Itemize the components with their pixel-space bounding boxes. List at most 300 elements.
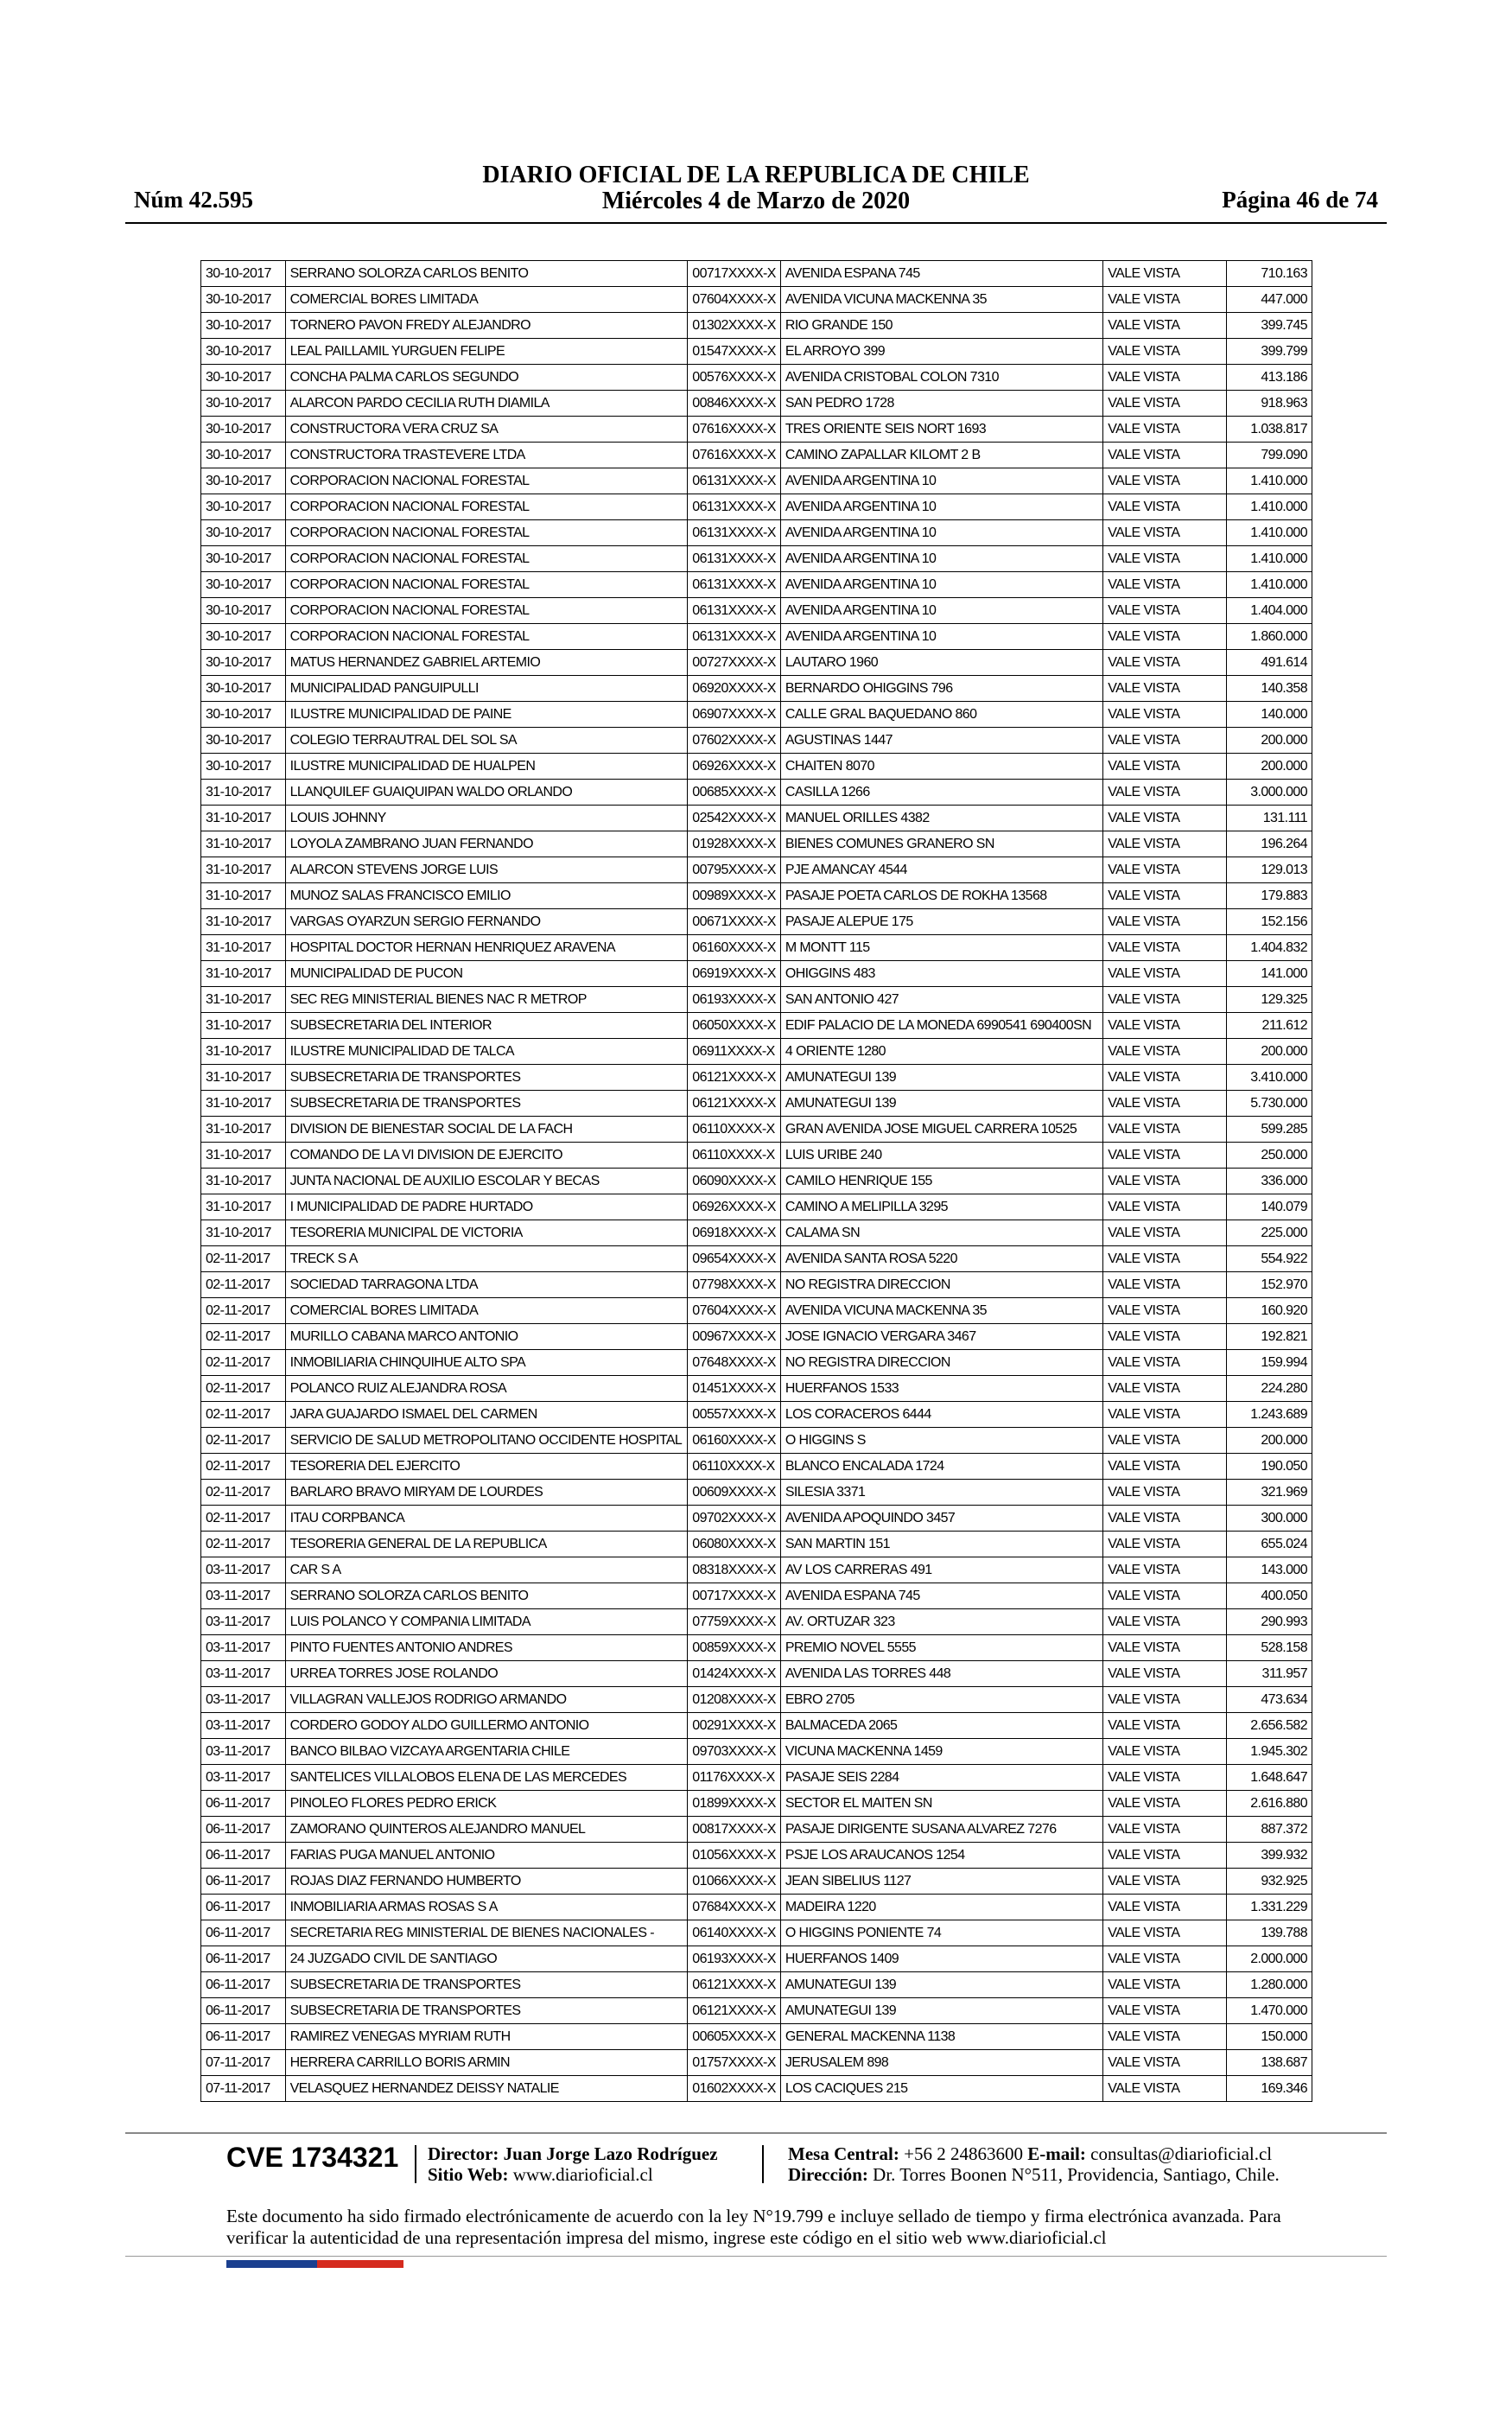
- name-cell: COMERCIAL BORES LIMITADA: [285, 287, 688, 313]
- date-cell: 03-11-2017: [201, 1687, 286, 1713]
- payment-type-cell: VALE VISTA: [1103, 1350, 1227, 1376]
- table-row: [201, 287, 1312, 313]
- payment-type-cell: VALE VISTA: [1103, 417, 1227, 443]
- rut-cell: 06110XXXX-X: [688, 1143, 781, 1169]
- rut-cell: 06121XXXX-X: [688, 1972, 781, 1998]
- name-cell: SERRANO SOLORZA CARLOS BENITO: [285, 1583, 688, 1609]
- address-cell: BALMACEDA 2065: [780, 1713, 1102, 1739]
- journal-title: DIARIO OFICIAL DE LA REPUBLICA DE CHILE: [482, 162, 1030, 188]
- address-cell: PREMIO NOVEL 5555: [780, 1635, 1102, 1661]
- name-cell: COMERCIAL BORES LIMITADA: [285, 1298, 688, 1324]
- address-cell: AVENIDA ESPANA 745: [780, 1583, 1102, 1609]
- date-cell: 30-10-2017: [201, 598, 286, 624]
- website-link[interactable]: www.diarioficial.cl: [512, 2164, 653, 2185]
- records-table-body: [201, 261, 1312, 2102]
- name-cell: MUNICIPALIDAD DE PUCON: [285, 961, 688, 987]
- payment-type-cell: VALE VISTA: [1103, 1713, 1227, 1739]
- table-row: [201, 780, 1312, 806]
- payment-type-cell: VALE VISTA: [1103, 624, 1227, 650]
- amount-cell: 169.346: [1226, 2076, 1312, 2102]
- amount-cell: 321.969: [1226, 1480, 1312, 1506]
- name-cell: ZAMORANO QUINTEROS ALEJANDRO MANUEL: [285, 1817, 688, 1843]
- address-cell: LAUTARO 1960: [780, 650, 1102, 676]
- name-cell: CORDERO GODOY ALDO GUILLERMO ANTONIO: [285, 1713, 688, 1739]
- date-cell: 31-10-2017: [201, 1143, 286, 1169]
- rut-cell: 06121XXXX-X: [688, 1998, 781, 2024]
- name-cell: SUBSECRETARIA DE TRANSPORTES: [285, 1065, 688, 1091]
- table-row: [201, 313, 1312, 339]
- rut-cell: 00859XXXX-X: [688, 1635, 781, 1661]
- payment-type-cell: VALE VISTA: [1103, 1661, 1227, 1687]
- amount-cell: 192.821: [1226, 1324, 1312, 1350]
- date-cell: 07-11-2017: [201, 2076, 286, 2102]
- name-cell: CONCHA PALMA CARLOS SEGUNDO: [285, 365, 688, 391]
- table-row: [201, 1635, 1312, 1661]
- date-cell: 02-11-2017: [201, 1428, 286, 1454]
- table-row: [201, 1843, 1312, 1869]
- date-cell: 06-11-2017: [201, 1972, 286, 1998]
- payment-type-cell: VALE VISTA: [1103, 1998, 1227, 2024]
- rut-cell: 00989XXXX-X: [688, 883, 781, 909]
- payment-type-cell: VALE VISTA: [1103, 1532, 1227, 1557]
- date-cell: 30-10-2017: [201, 650, 286, 676]
- payment-type-cell: VALE VISTA: [1103, 443, 1227, 468]
- rut-cell: 07616XXXX-X: [688, 417, 781, 443]
- rut-cell: 00291XXXX-X: [688, 1713, 781, 1739]
- date-cell: 30-10-2017: [201, 261, 286, 287]
- address-cell: AVENIDA VICUNA MACKENNA 35: [780, 1298, 1102, 1324]
- date-cell: 31-10-2017: [201, 780, 286, 806]
- address-cell: MADEIRA 1220: [780, 1895, 1102, 1920]
- address-cell: AMUNATEGUI 139: [780, 1998, 1102, 2024]
- amount-cell: 400.050: [1226, 1583, 1312, 1609]
- address-cell: AV LOS CARRERAS 491: [780, 1557, 1102, 1583]
- payment-type-cell: VALE VISTA: [1103, 1402, 1227, 1428]
- date-cell: 31-10-2017: [201, 831, 286, 857]
- email-label: E-mail:: [1027, 2143, 1086, 2164]
- date-cell: 02-11-2017: [201, 1324, 286, 1350]
- address-cell: SAN PEDRO 1728: [780, 391, 1102, 417]
- table-row: [201, 1765, 1312, 1791]
- name-cell: SUBSECRETARIA DEL INTERIOR: [285, 1013, 688, 1039]
- table-row: [201, 1013, 1312, 1039]
- table-row: [201, 1998, 1312, 2024]
- date-cell: 06-11-2017: [201, 1791, 286, 1817]
- amount-cell: 1.038.817: [1226, 417, 1312, 443]
- address-cell: EBRO 2705: [780, 1687, 1102, 1713]
- date-cell: 06-11-2017: [201, 2024, 286, 2050]
- table-row: [201, 1506, 1312, 1532]
- rut-cell: 06911XXXX-X: [688, 1039, 781, 1065]
- date-cell: 30-10-2017: [201, 468, 286, 494]
- amount-cell: 152.156: [1226, 909, 1312, 935]
- date-cell: 03-11-2017: [201, 1713, 286, 1739]
- rut-cell: 01547XXXX-X: [688, 339, 781, 365]
- payment-type-cell: VALE VISTA: [1103, 1039, 1227, 1065]
- records-table: [200, 260, 1312, 2102]
- table-row: [201, 1946, 1312, 1972]
- payment-type-cell: VALE VISTA: [1103, 468, 1227, 494]
- name-cell: DIVISION DE BIENESTAR SOCIAL DE LA FACH: [285, 1117, 688, 1143]
- payment-type-cell: VALE VISTA: [1103, 883, 1227, 909]
- table-row: [201, 1557, 1312, 1583]
- payment-type-cell: VALE VISTA: [1103, 909, 1227, 935]
- payment-type-cell: VALE VISTA: [1103, 1739, 1227, 1765]
- date-cell: 30-10-2017: [201, 520, 286, 546]
- payment-type-cell: VALE VISTA: [1103, 676, 1227, 702]
- date-cell: 31-10-2017: [201, 987, 286, 1013]
- rut-cell: 06080XXXX-X: [688, 1532, 781, 1557]
- amount-cell: 3.000.000: [1226, 780, 1312, 806]
- address-cell: PJE AMANCAY 4544: [780, 857, 1102, 883]
- address-cell: OHIGGINS 483: [780, 961, 1102, 987]
- address-cell: AVENIDA ARGENTINA 10: [780, 468, 1102, 494]
- table-row: [201, 1739, 1312, 1765]
- date-cell: 31-10-2017: [201, 857, 286, 883]
- date-cell: 30-10-2017: [201, 494, 286, 520]
- address-cell: PASAJE SEIS 2284: [780, 1765, 1102, 1791]
- address-cell: LOS CACIQUES 215: [780, 2076, 1102, 2102]
- date-cell: 31-10-2017: [201, 961, 286, 987]
- signature-note: Este documento ha sido firmado electrónicamente de acuerdo con la ley N°19.799 e incluye sellado de tiempo y firma electrónica avanzada. Para verificar la autenticidad de una representación impresa del mismo, ingrese este código en el sitio web www.diarioficial.cl: [226, 2206, 1281, 2248]
- date-cell: 31-10-2017: [201, 1117, 286, 1143]
- date-cell: 30-10-2017: [201, 417, 286, 443]
- date-cell: 30-10-2017: [201, 728, 286, 754]
- table-row: [201, 1272, 1312, 1298]
- table-row: [201, 676, 1312, 702]
- footer-separator-2: [762, 2145, 764, 2183]
- rut-cell: 01757XXXX-X: [688, 2050, 781, 2076]
- payment-type-cell: VALE VISTA: [1103, 1869, 1227, 1895]
- payment-type-cell: VALE VISTA: [1103, 1946, 1227, 1972]
- date-cell: 31-10-2017: [201, 883, 286, 909]
- director-label: Director:: [428, 2143, 499, 2164]
- address-cell: EDIF PALACIO DE LA MONEDA 6990541 690400SN: [780, 1013, 1102, 1039]
- name-cell: BANCO BILBAO VIZCAYA ARGENTARIA CHILE: [285, 1739, 688, 1765]
- address-cell: AVENIDA LAS TORRES 448: [780, 1661, 1102, 1687]
- table-row: [201, 598, 1312, 624]
- name-cell: SERRANO SOLORZA CARLOS BENITO: [285, 261, 688, 287]
- rut-cell: 01302XXXX-X: [688, 313, 781, 339]
- payment-type-cell: VALE VISTA: [1103, 1765, 1227, 1791]
- address-cell: TRES ORIENTE SEIS NORT 1693: [780, 417, 1102, 443]
- rut-cell: 06050XXXX-X: [688, 1013, 781, 1039]
- amount-cell: 1.648.647: [1226, 1765, 1312, 1791]
- payment-type-cell: VALE VISTA: [1103, 598, 1227, 624]
- amount-cell: 599.285: [1226, 1117, 1312, 1143]
- name-cell: BARLARO BRAVO MIRYAM DE LOURDES: [285, 1480, 688, 1506]
- payment-type-cell: VALE VISTA: [1103, 365, 1227, 391]
- table-row: [201, 1350, 1312, 1376]
- address-cell: O HIGGINS S: [780, 1428, 1102, 1454]
- name-cell: SECRETARIA REG MINISTERIAL DE BIENES NACIONALES -: [285, 1920, 688, 1946]
- date-cell: 03-11-2017: [201, 1557, 286, 1583]
- name-cell: CORPORACION NACIONAL FORESTAL: [285, 624, 688, 650]
- name-cell: ALARCON STEVENS JORGE LUIS: [285, 857, 688, 883]
- rut-cell: 06160XXXX-X: [688, 1428, 781, 1454]
- name-cell: SUBSECRETARIA DE TRANSPORTES: [285, 1972, 688, 1998]
- amount-cell: 799.090: [1226, 443, 1312, 468]
- payment-type-cell: VALE VISTA: [1103, 1480, 1227, 1506]
- amount-cell: 139.788: [1226, 1920, 1312, 1946]
- rut-cell: 01208XXXX-X: [688, 1687, 781, 1713]
- amount-cell: 179.883: [1226, 883, 1312, 909]
- address-cell: CAMILO HENRIQUE 155: [780, 1169, 1102, 1194]
- address-cell: MANUEL ORILLES 4382: [780, 806, 1102, 831]
- address-cell: CAMINO A MELIPILLA 3295: [780, 1194, 1102, 1220]
- address-cell: AGUSTINAS 1447: [780, 728, 1102, 754]
- payment-type-cell: VALE VISTA: [1103, 1194, 1227, 1220]
- name-cell: CONSTRUCTORA TRASTEVERE LTDA: [285, 443, 688, 468]
- address-cell: AVENIDA VICUNA MACKENNA 35: [780, 287, 1102, 313]
- name-cell: ALARCON PARDO CECILIA RUTH DIAMILA: [285, 391, 688, 417]
- payment-type-cell: VALE VISTA: [1103, 1687, 1227, 1713]
- date-cell: 02-11-2017: [201, 1402, 286, 1428]
- name-cell: CAR S A: [285, 1557, 688, 1583]
- name-cell: PINTO FUENTES ANTONIO ANDRES: [285, 1635, 688, 1661]
- date-cell: 02-11-2017: [201, 1298, 286, 1324]
- amount-cell: 1.404.832: [1226, 935, 1312, 961]
- name-cell: CORPORACION NACIONAL FORESTAL: [285, 520, 688, 546]
- date-cell: 06-11-2017: [201, 1998, 286, 2024]
- rut-cell: 00846XXXX-X: [688, 391, 781, 417]
- name-cell: COLEGIO TERRAUTRAL DEL SOL SA: [285, 728, 688, 754]
- amount-cell: 491.614: [1226, 650, 1312, 676]
- rut-cell: 06121XXXX-X: [688, 1091, 781, 1117]
- date-cell: 31-10-2017: [201, 1220, 286, 1246]
- address-cell: BERNARDO OHIGGINS 796: [780, 676, 1102, 702]
- rut-cell: 07684XXXX-X: [688, 1895, 781, 1920]
- address-cell: AVENIDA CRISTOBAL COLON 7310: [780, 365, 1102, 391]
- payment-type-cell: VALE VISTA: [1103, 1843, 1227, 1869]
- address-text: Dr. Torres Boonen N°511, Providencia, Santiago, Chile.: [873, 2164, 1280, 2185]
- payment-type-cell: VALE VISTA: [1103, 2050, 1227, 2076]
- name-cell: CORPORACION NACIONAL FORESTAL: [285, 494, 688, 520]
- date-cell: 30-10-2017: [201, 443, 286, 468]
- name-cell: SERVICIO DE SALUD METROPOLITANO OCCIDENTE HOSPITAL: [285, 1428, 688, 1454]
- table-row: [201, 261, 1312, 287]
- table-row: [201, 1376, 1312, 1402]
- date-cell: 06-11-2017: [201, 1869, 286, 1895]
- payment-type-cell: VALE VISTA: [1103, 313, 1227, 339]
- table-row: [201, 2024, 1312, 2050]
- footer-divider: [125, 2132, 1387, 2134]
- address-cell: AVENIDA ARGENTINA 10: [780, 520, 1102, 546]
- name-cell: PINOLEO FLORES PEDRO ERICK: [285, 1791, 688, 1817]
- table-row: [201, 1972, 1312, 1998]
- rut-cell: 00557XXXX-X: [688, 1402, 781, 1428]
- flag-stripe-blue: [226, 2260, 317, 2268]
- address-cell: LOS CORACEROS 6444: [780, 1402, 1102, 1428]
- email-link[interactable]: consultas@diarioficial.cl: [1090, 2143, 1273, 2164]
- amount-cell: 336.000: [1226, 1169, 1312, 1194]
- address-cell: JERUSALEM 898: [780, 2050, 1102, 2076]
- flag-stripe-red: [317, 2260, 403, 2268]
- payment-type-cell: VALE VISTA: [1103, 961, 1227, 987]
- date-cell: 06-11-2017: [201, 1946, 286, 1972]
- payment-type-cell: VALE VISTA: [1103, 1091, 1227, 1117]
- payment-type-cell: VALE VISTA: [1103, 572, 1227, 598]
- table-row: [201, 1220, 1312, 1246]
- name-cell: SUBSECRETARIA DE TRANSPORTES: [285, 1091, 688, 1117]
- rut-cell: 02542XXXX-X: [688, 806, 781, 831]
- table-row: [201, 339, 1312, 365]
- date-cell: 03-11-2017: [201, 1583, 286, 1609]
- name-cell: 24 JUZGADO CIVIL DE SANTIAGO: [285, 1946, 688, 1972]
- name-cell: ILUSTRE MUNICIPALIDAD DE PAINE: [285, 702, 688, 728]
- name-cell: LLANQUILEF GUAIQUIPAN WALDO ORLANDO: [285, 780, 688, 806]
- rut-cell: 07759XXXX-X: [688, 1609, 781, 1635]
- rut-cell: 00967XXXX-X: [688, 1324, 781, 1350]
- page-header: [125, 162, 1387, 223]
- table-row: [201, 1583, 1312, 1609]
- amount-cell: 141.000: [1226, 961, 1312, 987]
- payment-type-cell: VALE VISTA: [1103, 1428, 1227, 1454]
- payment-type-cell: VALE VISTA: [1103, 1791, 1227, 1817]
- address-cell: M MONTT 115: [780, 935, 1102, 961]
- table-row: [201, 572, 1312, 598]
- name-cell: ILUSTRE MUNICIPALIDAD DE HUALPEN: [285, 754, 688, 780]
- name-cell: LUIS POLANCO Y COMPANIA LIMITADA: [285, 1609, 688, 1635]
- payment-type-cell: VALE VISTA: [1103, 1609, 1227, 1635]
- amount-cell: 140.000: [1226, 702, 1312, 728]
- amount-cell: 1.243.689: [1226, 1402, 1312, 1428]
- name-cell: RAMIREZ VENEGAS MYRIAM RUTH: [285, 2024, 688, 2050]
- table-row: [201, 546, 1312, 572]
- date-cell: 31-10-2017: [201, 1091, 286, 1117]
- payment-type-cell: VALE VISTA: [1103, 1506, 1227, 1532]
- header-divider: [125, 222, 1387, 224]
- payment-type-cell: VALE VISTA: [1103, 728, 1227, 754]
- rut-cell: 01899XXXX-X: [688, 1791, 781, 1817]
- date-cell: 30-10-2017: [201, 624, 286, 650]
- payment-type-cell: VALE VISTA: [1103, 1557, 1227, 1583]
- date-cell: 31-10-2017: [201, 1065, 286, 1091]
- amount-cell: 1.410.000: [1226, 572, 1312, 598]
- address-cell: HUERFANOS 1409: [780, 1946, 1102, 1972]
- address-cell: AVENIDA ARGENTINA 10: [780, 598, 1102, 624]
- table-row: [201, 1791, 1312, 1817]
- rut-cell: 06121XXXX-X: [688, 1065, 781, 1091]
- table-row: [201, 624, 1312, 650]
- amount-cell: 1.410.000: [1226, 494, 1312, 520]
- address-cell: GRAN AVENIDA JOSE MIGUEL CARRERA 10525: [780, 1117, 1102, 1143]
- date-cell: 02-11-2017: [201, 1532, 286, 1557]
- date-cell: 03-11-2017: [201, 1765, 286, 1791]
- name-cell: HOSPITAL DOCTOR HERNAN HENRIQUEZ ARAVENA: [285, 935, 688, 961]
- name-cell: POLANCO RUIZ ALEJANDRA ROSA: [285, 1376, 688, 1402]
- date-cell: 07-11-2017: [201, 2050, 286, 2076]
- footer-contact-block: [788, 2143, 1280, 2185]
- table-row: [201, 1402, 1312, 1428]
- rut-cell: 06926XXXX-X: [688, 754, 781, 780]
- name-cell: COMANDO DE LA VI DIVISION DE EJERCITO: [285, 1143, 688, 1169]
- amount-cell: 250.000: [1226, 1143, 1312, 1169]
- rut-cell: 06919XXXX-X: [688, 961, 781, 987]
- name-cell: LOYOLA ZAMBRANO JUAN FERNANDO: [285, 831, 688, 857]
- rut-cell: 06131XXXX-X: [688, 598, 781, 624]
- date-cell: 31-10-2017: [201, 806, 286, 831]
- rut-cell: 00671XXXX-X: [688, 909, 781, 935]
- rut-cell: 06090XXXX-X: [688, 1169, 781, 1194]
- amount-cell: 200.000: [1226, 728, 1312, 754]
- rut-cell: 00817XXXX-X: [688, 1817, 781, 1843]
- rut-cell: 09654XXXX-X: [688, 1246, 781, 1272]
- name-cell: TRECK S A: [285, 1246, 688, 1272]
- payment-type-cell: VALE VISTA: [1103, 546, 1227, 572]
- address-cell: GENERAL MACKENNA 1138: [780, 2024, 1102, 2050]
- date-cell: 31-10-2017: [201, 1013, 286, 1039]
- amount-cell: 140.079: [1226, 1194, 1312, 1220]
- address-cell: PASAJE ALEPUE 175: [780, 909, 1102, 935]
- date-cell: 30-10-2017: [201, 754, 286, 780]
- name-cell: FARIAS PUGA MANUEL ANTONIO: [285, 1843, 688, 1869]
- amount-cell: 5.730.000: [1226, 1091, 1312, 1117]
- payment-type-cell: VALE VISTA: [1103, 1895, 1227, 1920]
- footer-director-block: [428, 2143, 718, 2185]
- date-cell: 03-11-2017: [201, 1609, 286, 1635]
- payment-type-cell: VALE VISTA: [1103, 1169, 1227, 1194]
- amount-cell: 225.000: [1226, 1220, 1312, 1246]
- payment-type-cell: VALE VISTA: [1103, 1817, 1227, 1843]
- table-row: [201, 1428, 1312, 1454]
- date-cell: 30-10-2017: [201, 391, 286, 417]
- address-cell: JEAN SIBELIUS 1127: [780, 1869, 1102, 1895]
- table-row: [201, 1817, 1312, 1843]
- payment-type-cell: VALE VISTA: [1103, 1065, 1227, 1091]
- amount-cell: 311.957: [1226, 1661, 1312, 1687]
- table-row: [201, 520, 1312, 546]
- footer-separator: [415, 2145, 416, 2183]
- date-cell: 30-10-2017: [201, 702, 286, 728]
- name-cell: SANTELICES VILLALOBOS ELENA DE LAS MERCEDES: [285, 1765, 688, 1791]
- date-cell: 31-10-2017: [201, 935, 286, 961]
- amount-cell: 1.410.000: [1226, 468, 1312, 494]
- address-cell: CAMINO ZAPALLAR KILOMT 2 B: [780, 443, 1102, 468]
- payment-type-cell: VALE VISTA: [1103, 1220, 1227, 1246]
- address-cell: AVENIDA ARGENTINA 10: [780, 546, 1102, 572]
- name-cell: MUNICIPALIDAD PANGUIPULLI: [285, 676, 688, 702]
- date-cell: 03-11-2017: [201, 1739, 286, 1765]
- address-cell: AMUNATEGUI 139: [780, 1972, 1102, 1998]
- table-row: [201, 1713, 1312, 1739]
- name-cell: JARA GUAJARDO ISMAEL DEL CARMEN: [285, 1402, 688, 1428]
- table-row: [201, 857, 1312, 883]
- address-cell: AVENIDA SANTA ROSA 5220: [780, 1246, 1102, 1272]
- amount-cell: 3.410.000: [1226, 1065, 1312, 1091]
- table-row: [201, 1169, 1312, 1194]
- address-cell: NO REGISTRA DIRECCION: [780, 1272, 1102, 1298]
- payment-type-cell: VALE VISTA: [1103, 1635, 1227, 1661]
- payment-type-cell: VALE VISTA: [1103, 261, 1227, 287]
- name-cell: ROJAS DIAZ FERNANDO HUMBERTO: [285, 1869, 688, 1895]
- table-row: [201, 1117, 1312, 1143]
- address-cell: AVENIDA ARGENTINA 10: [780, 624, 1102, 650]
- amount-cell: 528.158: [1226, 1635, 1312, 1661]
- table-row: [201, 1869, 1312, 1895]
- table-row: [201, 702, 1312, 728]
- payment-type-cell: VALE VISTA: [1103, 780, 1227, 806]
- date-cell: 03-11-2017: [201, 1635, 286, 1661]
- rut-cell: 06131XXXX-X: [688, 546, 781, 572]
- address-cell: PASAJE POETA CARLOS DE ROKHA 13568: [780, 883, 1102, 909]
- table-row: [201, 1298, 1312, 1324]
- address-cell: AVENIDA ESPANA 745: [780, 261, 1102, 287]
- address-cell: AVENIDA ARGENTINA 10: [780, 572, 1102, 598]
- amount-cell: 1.280.000: [1226, 1972, 1312, 1998]
- name-cell: ITAU CORPBANCA: [285, 1506, 688, 1532]
- rut-cell: 06920XXXX-X: [688, 676, 781, 702]
